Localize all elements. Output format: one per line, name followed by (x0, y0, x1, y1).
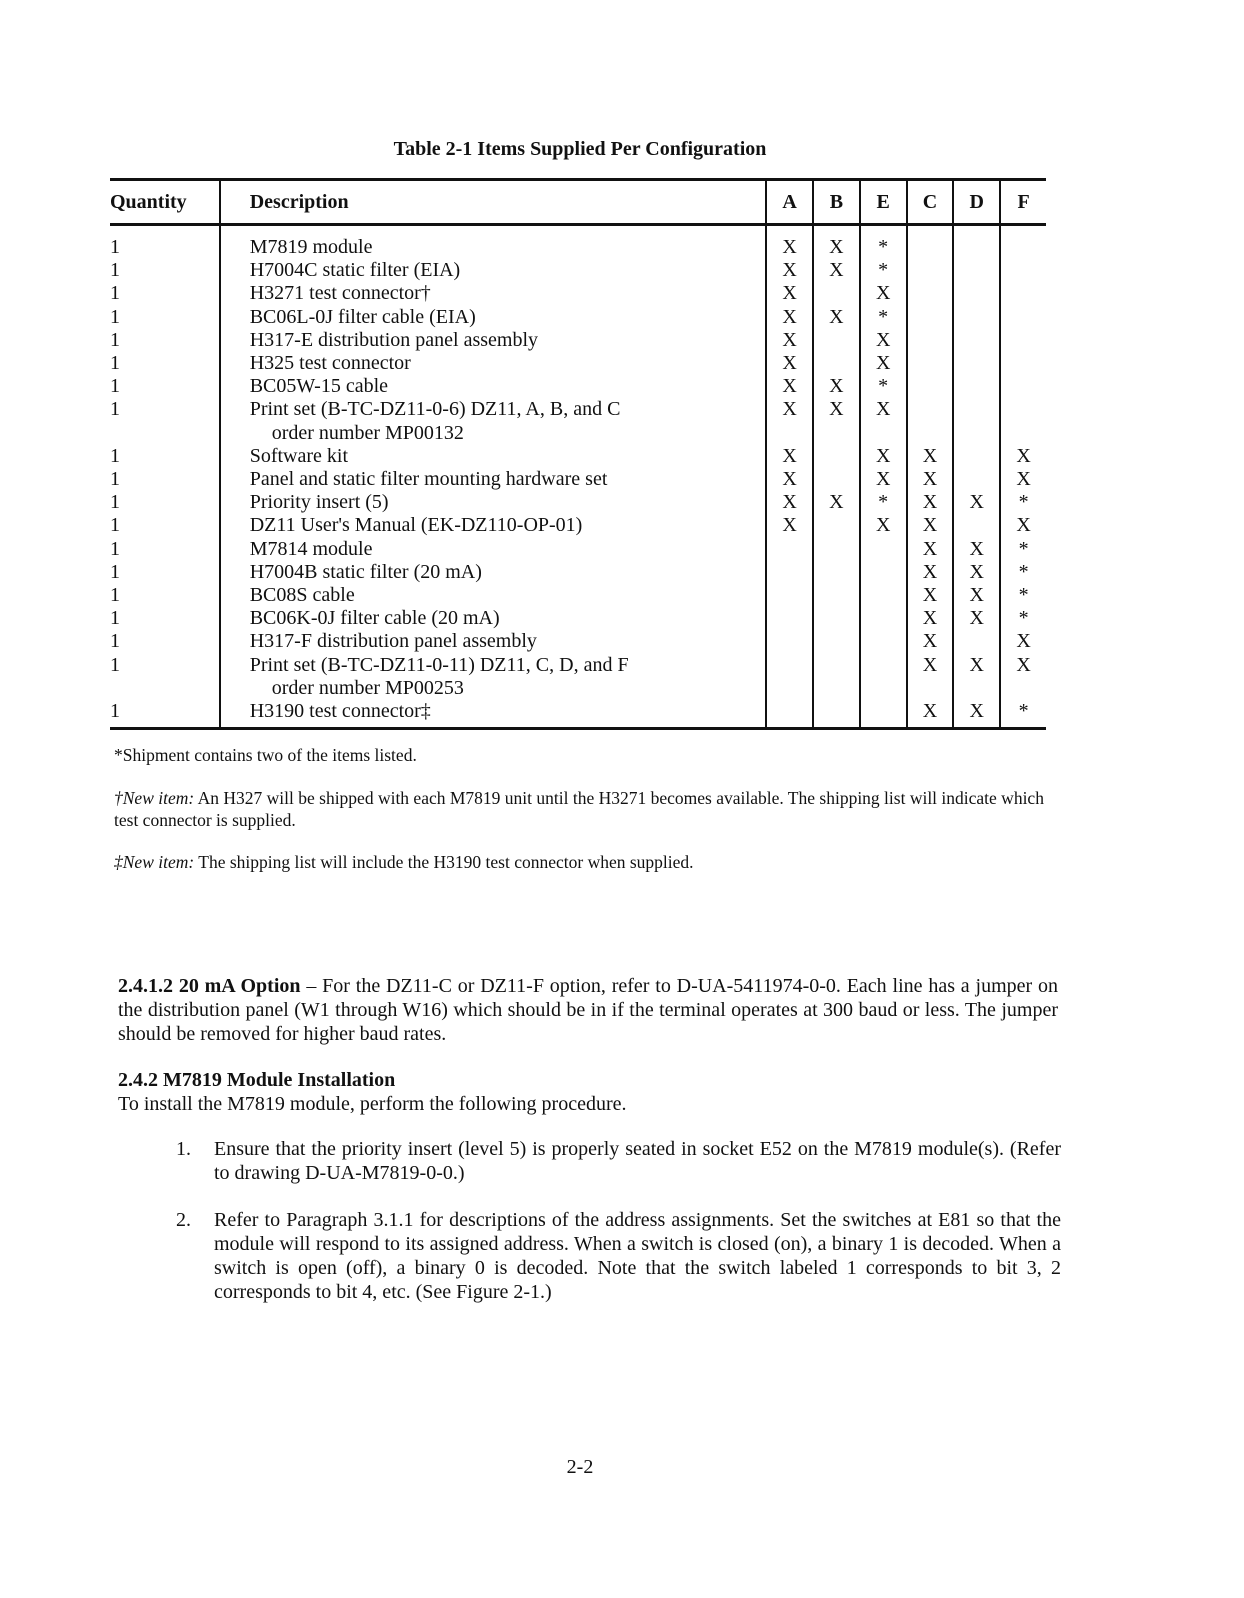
config-mark-cell: X (766, 491, 813, 514)
config-mark-cell: X (766, 225, 813, 260)
config-mark-cell: * (860, 306, 907, 329)
config-mark-cell: X (907, 584, 954, 607)
table-row (110, 630, 1046, 653)
table-row (110, 700, 1046, 729)
note-ddagger-text: The shipping list will include the H3190 test connector when supplied. (194, 852, 694, 872)
config-mark-cell: X (766, 398, 813, 444)
table-title: Table 2-1 Items Supplied Per Configuration (393, 138, 767, 160)
config-mark-cell (860, 630, 907, 653)
config-mark-cell (813, 468, 860, 491)
section-2-4-1-2 (118, 974, 1058, 1046)
config-mark-cell: * (1000, 491, 1046, 514)
config-mark-cell: X (860, 398, 907, 444)
config-mark-cell (1000, 282, 1046, 305)
config-mark-cell: X (766, 306, 813, 329)
config-mark-cell (813, 538, 860, 561)
config-mark-cell: X (813, 375, 860, 398)
config-mark-cell (860, 584, 907, 607)
config-mark-cell (1000, 398, 1046, 444)
config-mark-cell: X (766, 282, 813, 305)
description-continuation: order number MP00253 (271, 676, 464, 699)
table-row (110, 654, 1046, 700)
config-mark-cell (813, 352, 860, 375)
config-mark-cell: X (1000, 514, 1046, 537)
quantity-cell: 1 (110, 352, 120, 375)
config-mark-cell (813, 584, 860, 607)
column-header: Description (220, 180, 767, 225)
description-cell (220, 654, 767, 700)
list-item (176, 1208, 1061, 1304)
config-mark-cell (907, 259, 954, 282)
config-mark-cell (907, 306, 954, 329)
section-text: – For the DZ11-C or DZ11-F option, refer to D-UA-5411974-0-0. Each line has a jumper on the distribution panel (W1 through W16) which should be in if the terminal operates at 300 baud or less. The jumper should be removed for higher baud rates. (118, 975, 1058, 1045)
table-row (110, 445, 1046, 468)
section-2-4-2 (118, 1068, 1058, 1116)
description-text: Print set (B-TC-DZ11-0-11) DZ11, C, D, and F (249, 653, 629, 676)
config-mark-cell (766, 538, 813, 561)
config-mark-cell: X (860, 282, 907, 305)
list-item (176, 1137, 1061, 1185)
config-mark-cell (813, 282, 860, 305)
table-row (110, 352, 1046, 375)
column-header: Quantity (110, 180, 220, 225)
column-header: F (1000, 180, 1046, 225)
list-text: Ensure that the priority insert (level 5) is properly seated in socket E52 on the M7819 module(s). (Refer to drawing D-UA-M7819-0-0.) (214, 1138, 1061, 1184)
description-cell (220, 561, 767, 584)
config-mark-cell: X (953, 561, 1000, 584)
list-number: 2. (176, 1209, 191, 1231)
description-cell (220, 468, 767, 491)
note-double-dagger (114, 851, 1064, 873)
config-mark-cell (1000, 352, 1046, 375)
config-mark-cell (813, 561, 860, 584)
description-cell (220, 445, 767, 468)
description-text: H7004C static filter (EIA) (249, 259, 461, 282)
quantity-cell: 1 (110, 491, 120, 514)
config-mark-cell (907, 329, 954, 352)
config-mark-cell: X (813, 491, 860, 514)
config-mark-cell: X (907, 607, 954, 630)
quantity-cell: 1 (110, 630, 120, 653)
page-number: 2-2 (566, 1456, 594, 1478)
config-mark-cell: X (813, 306, 860, 329)
table-header-row (110, 180, 1046, 225)
config-mark-cell (813, 607, 860, 630)
note-dagger-label: †New item: (114, 788, 195, 808)
table-row (110, 282, 1046, 305)
description-cell (220, 352, 767, 375)
config-mark-cell (1000, 375, 1046, 398)
config-mark-cell: X (860, 329, 907, 352)
config-mark-cell: X (766, 259, 813, 282)
description-text: BC06L-0J filter cable (EIA) (249, 305, 476, 328)
list-number: 1. (176, 1138, 191, 1160)
description-cell (220, 398, 767, 444)
description-text: BC05W-15 cable (249, 375, 389, 398)
config-mark-cell (907, 375, 954, 398)
description-text: H3271 test connector† (249, 282, 431, 305)
description-text: BC08S cable (249, 584, 355, 607)
description-cell (220, 329, 767, 352)
config-mark-cell (1000, 329, 1046, 352)
quantity-cell: 1 (110, 282, 120, 305)
description-text: BC06K-0J filter cable (20 mA) (249, 607, 500, 630)
config-mark-cell: * (860, 259, 907, 282)
section-heading: 2.4.1.2 20 mA Option (118, 975, 301, 997)
config-mark-cell: X (766, 514, 813, 537)
config-mark-cell (766, 561, 813, 584)
config-mark-cell: X (1000, 630, 1046, 653)
quantity-cell: 1 (110, 398, 120, 421)
table-row (110, 225, 1046, 260)
description-text: H317-F distribution panel assembly (249, 630, 537, 653)
config-mark-cell: X (766, 329, 813, 352)
description-text: Panel and static filter mounting hardware set (249, 468, 608, 491)
config-mark-cell (1000, 306, 1046, 329)
description-text: M7814 module (249, 537, 373, 560)
quantity-cell: 1 (110, 328, 120, 351)
config-mark-cell: X (953, 700, 1000, 729)
config-mark-cell (953, 306, 1000, 329)
description-text: Print set (B-TC-DZ11-0-6) DZ11, A, B, and C (249, 398, 621, 421)
config-mark-cell: * (1000, 584, 1046, 607)
column-header: B (813, 180, 860, 225)
column-header: E (860, 180, 907, 225)
description-cell (220, 282, 767, 305)
config-mark-cell (953, 468, 1000, 491)
description-text: H3190 test connector‡ (249, 700, 431, 723)
description-text: DZ11 User's Manual (EK-DZ110-OP-01) (249, 514, 583, 537)
items-table (110, 178, 1046, 730)
config-mark-cell (907, 398, 954, 444)
config-mark-cell (860, 654, 907, 700)
config-mark-cell (953, 398, 1000, 444)
section-intro: To install the M7819 module, perform the following procedure. (118, 1093, 627, 1115)
config-mark-cell (766, 700, 813, 729)
note-ddagger-label: ‡New item: (114, 852, 195, 872)
config-mark-cell: X (860, 468, 907, 491)
config-mark-cell: X (953, 491, 1000, 514)
quantity-cell: 1 (110, 236, 120, 258)
config-mark-cell: X (1000, 468, 1046, 491)
description-continuation: order number MP00132 (271, 421, 464, 444)
config-mark-cell: * (1000, 700, 1046, 729)
config-mark-cell (813, 514, 860, 537)
config-mark-cell (766, 607, 813, 630)
table-row (110, 491, 1046, 514)
config-mark-cell: X (907, 561, 954, 584)
description-text: H325 test connector (249, 352, 411, 375)
config-mark-cell: X (813, 398, 860, 444)
config-mark-cell: X (907, 514, 954, 537)
config-mark-cell (953, 259, 1000, 282)
config-mark-cell: * (1000, 607, 1046, 630)
config-mark-cell: X (907, 654, 954, 700)
column-header: A (766, 180, 813, 225)
table-row (110, 538, 1046, 561)
note-dagger-text: An H327 will be shipped with each M7819 unit until the H3271 becomes available. The shipping list will indicate which test connector is supplied. (114, 788, 1044, 830)
quantity-cell: 1 (110, 514, 120, 537)
quantity-cell: 1 (110, 537, 120, 560)
description-cell (220, 584, 767, 607)
description-cell (220, 514, 767, 537)
config-mark-cell (813, 630, 860, 653)
config-mark-cell (813, 329, 860, 352)
description-cell (220, 700, 767, 729)
description-text: Priority insert (5) (249, 491, 389, 514)
config-mark-cell: * (860, 491, 907, 514)
config-mark-cell (813, 700, 860, 729)
config-mark-cell (1000, 225, 1046, 260)
description-cell (220, 306, 767, 329)
config-mark-cell: X (813, 225, 860, 260)
quantity-cell: 1 (110, 584, 120, 607)
config-mark-cell (953, 630, 1000, 653)
list-text: Refer to Paragraph 3.1.1 for descriptions of the address assignments. Set the switches at E81 so that the module will respond to its assigned address. When a switch is closed (on), a binary 1 is decoded. When a switch is open (off), a binary 0 is decoded. Note that the switch labeled 1 corresponds to bit 3, 2 corresponds to bit 4, etc. (See Figure 2-1.) (214, 1209, 1061, 1303)
column-header: D (953, 180, 1000, 225)
config-mark-cell (860, 561, 907, 584)
description-cell (220, 538, 767, 561)
quantity-cell: 1 (110, 259, 120, 282)
table-row (110, 306, 1046, 329)
description-cell (220, 259, 767, 282)
config-mark-cell (953, 375, 1000, 398)
config-mark-cell (813, 654, 860, 700)
config-mark-cell: X (953, 584, 1000, 607)
table-body (110, 225, 1046, 729)
table-row (110, 329, 1046, 352)
config-mark-cell (907, 282, 954, 305)
config-mark-cell (907, 225, 954, 260)
description-text: H317-E distribution panel assembly (249, 328, 539, 351)
config-mark-cell (953, 445, 1000, 468)
config-mark-cell: X (953, 654, 1000, 700)
quantity-cell: 1 (110, 375, 120, 398)
config-mark-cell (766, 654, 813, 700)
quantity-cell: 1 (110, 305, 120, 328)
config-mark-cell: X (766, 352, 813, 375)
config-mark-cell (953, 514, 1000, 537)
config-mark-cell: X (860, 352, 907, 375)
config-mark-cell: X (907, 700, 954, 729)
config-mark-cell: X (766, 445, 813, 468)
description-cell (220, 491, 767, 514)
config-mark-cell (907, 352, 954, 375)
config-mark-cell (1000, 259, 1046, 282)
config-mark-cell: X (766, 375, 813, 398)
config-mark-cell: X (907, 468, 954, 491)
note-shipment: *Shipment contains two of the items listed. (114, 745, 417, 765)
config-mark-cell (766, 630, 813, 653)
table-row (110, 468, 1046, 491)
config-mark-cell: X (813, 259, 860, 282)
quantity-cell: 1 (110, 444, 120, 467)
description-text: M7819 module (249, 236, 373, 258)
config-mark-cell: X (953, 607, 1000, 630)
config-mark-cell (953, 225, 1000, 260)
config-mark-cell: X (907, 491, 954, 514)
note-dagger (114, 787, 1064, 831)
quantity-cell: 1 (110, 468, 120, 491)
quantity-cell: 1 (110, 700, 220, 729)
config-mark-cell: * (860, 375, 907, 398)
table-row (110, 584, 1046, 607)
config-mark-cell: * (1000, 538, 1046, 561)
quantity-cell: 1 (110, 560, 120, 583)
config-mark-cell (860, 700, 907, 729)
config-mark-cell: X (953, 538, 1000, 561)
description-cell (220, 225, 767, 260)
config-mark-cell (860, 538, 907, 561)
config-mark-cell: X (860, 445, 907, 468)
config-mark-cell: X (1000, 654, 1046, 700)
config-mark-cell (953, 352, 1000, 375)
config-mark-cell: * (1000, 561, 1046, 584)
config-mark-cell: * (860, 225, 907, 260)
config-mark-cell: X (907, 630, 954, 653)
description-cell (220, 607, 767, 630)
quantity-cell: 1 (110, 653, 120, 676)
table-row (110, 259, 1046, 282)
config-mark-cell: X (907, 538, 954, 561)
section-heading: 2.4.2 M7819 Module Installation (118, 1069, 396, 1091)
quantity-cell: 1 (110, 607, 120, 630)
description-cell (220, 375, 767, 398)
table-row (110, 514, 1046, 537)
config-mark-cell: X (860, 514, 907, 537)
config-mark-cell (813, 445, 860, 468)
column-header: C (907, 180, 954, 225)
description-cell (220, 630, 767, 653)
config-mark-cell (953, 329, 1000, 352)
description-text: H7004B static filter (20 mA) (249, 560, 482, 583)
config-mark-cell (953, 282, 1000, 305)
config-mark-cell: X (1000, 445, 1046, 468)
config-mark-cell: X (766, 468, 813, 491)
table-row (110, 375, 1046, 398)
config-mark-cell (766, 584, 813, 607)
description-text: Software kit (249, 444, 349, 467)
table-row (110, 561, 1046, 584)
config-mark-cell (860, 607, 907, 630)
table-row (110, 398, 1046, 444)
table-row (110, 607, 1046, 630)
config-mark-cell: X (907, 445, 954, 468)
